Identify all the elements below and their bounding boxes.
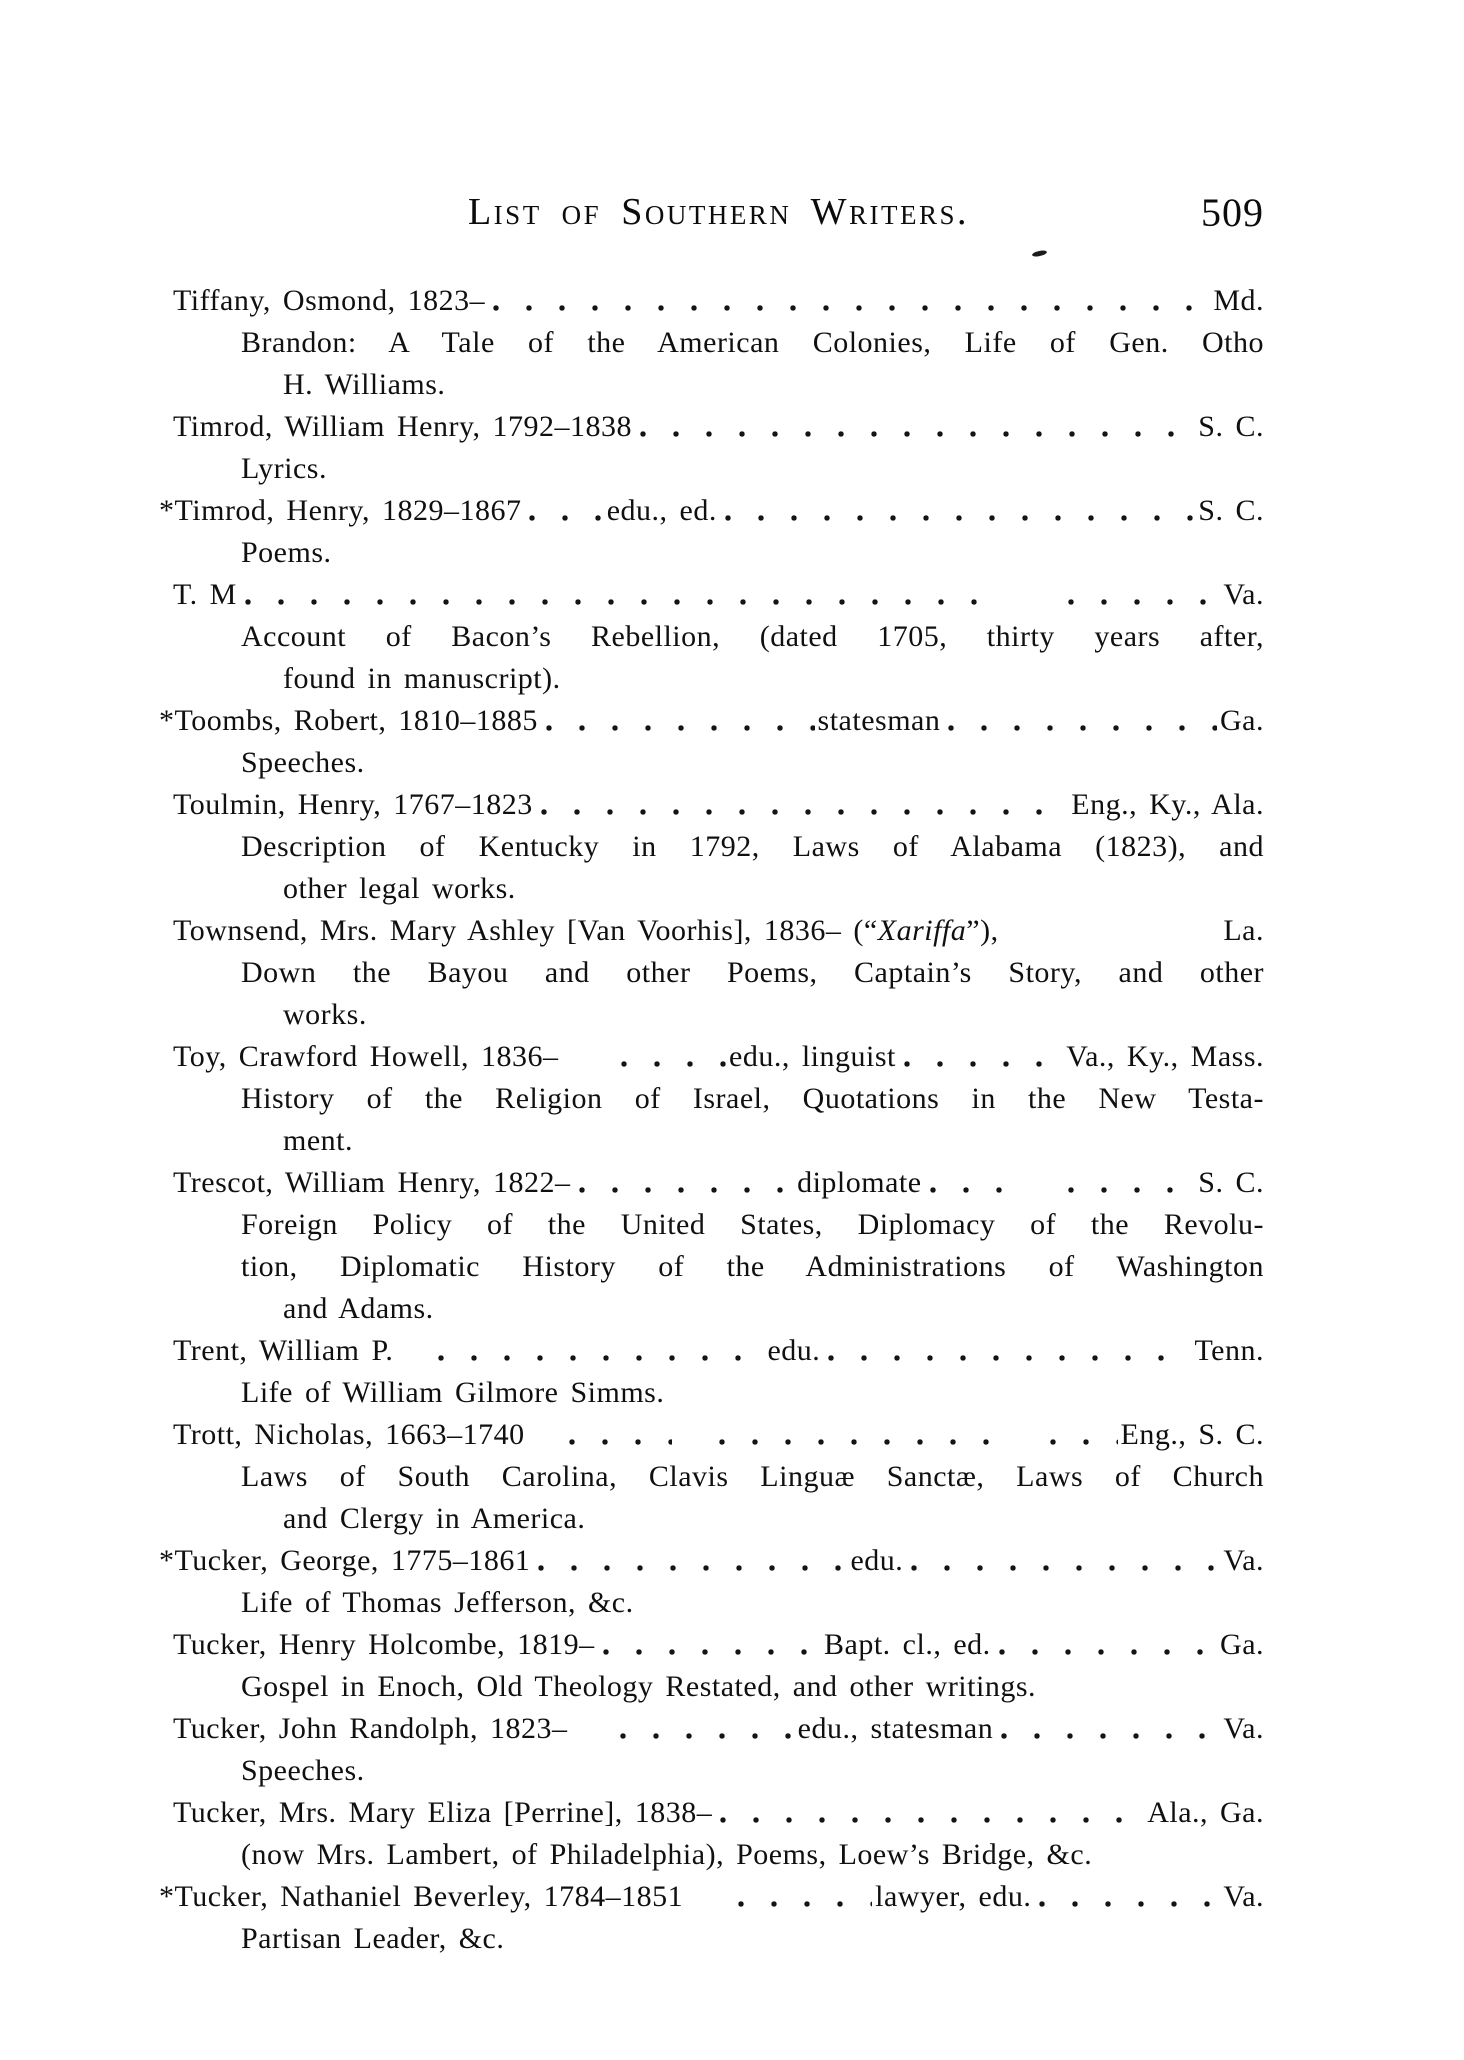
work-title-line: Lyrics. (241, 452, 327, 485)
dot-leader (714, 1414, 1003, 1456)
entry-place: Md. (1213, 284, 1264, 317)
entry-name: Trott, Nicholas, 1663–1740 (173, 1418, 525, 1451)
entry-line (173, 1036, 1264, 1078)
entry-place: Va., Ky., Mass. (1066, 1040, 1264, 1073)
entry-line (159, 490, 1264, 532)
entry-line (173, 1162, 1264, 1204)
work-title-line: Partisan Leader, &c. (241, 1922, 505, 1955)
entry-place: Va. (1223, 578, 1264, 611)
dot-leader (433, 1330, 764, 1372)
entry-name: Trent, William P. (173, 1334, 394, 1367)
dot-leader (1063, 574, 1220, 616)
entry-name: Townsend, Mrs. Mary Ashley [Van Voorhis], 1836– (“ (173, 914, 878, 947)
entry-place: Ala., Ga. (1147, 1796, 1264, 1829)
dot-leader (541, 700, 815, 742)
entry-name: *Tucker, Nathaniel Beverley, 1784–1851 (159, 1880, 684, 1913)
entry-place: Va. (1223, 1544, 1265, 1577)
entry-line (173, 1624, 1264, 1666)
dot-leader (574, 1162, 795, 1204)
entry-occupation: edu. (767, 1334, 821, 1367)
work-title-line: Gospel in Enoch, Old Theology Restated, and other writings. (241, 1670, 1036, 1703)
entry-line (173, 1708, 1264, 1750)
entry-occupation: statesman (817, 704, 941, 737)
entry-place: S. C. (1198, 410, 1264, 443)
entry-name: Toy, Crawford Howell, 1836– (173, 1040, 559, 1073)
entry-name: Tucker, John Randolph, 1823– (173, 1712, 568, 1745)
entry-place: Eng., S. C. (1120, 1418, 1265, 1451)
dot-leader (533, 1540, 847, 1582)
entry-place: La. (1223, 914, 1264, 947)
entry-place: S. C. (1198, 1166, 1264, 1199)
entry-occupation: edu., ed. (606, 494, 717, 527)
entry-line (173, 1792, 1264, 1834)
dot-leader (598, 1624, 821, 1666)
entry-name: *Tucker, George, 1775–1861 (159, 1544, 531, 1577)
entry-line (173, 784, 1264, 826)
entry-place: Ga. (1220, 1628, 1265, 1661)
work-title-line: and Clergy in America. (283, 1502, 586, 1535)
dot-leader (240, 574, 995, 616)
work-title-line: tion, Diplomatic History of the Administrations of Washington (241, 1250, 1264, 1283)
entry-place: Va. (1223, 1880, 1265, 1913)
dot-leader (1034, 1876, 1220, 1918)
work-title-line: Poems. (241, 536, 332, 569)
dot-leader (524, 490, 603, 532)
entry-place: Eng., Ky., Ala. (1071, 788, 1264, 821)
work-title-line: Description of Kentucky in 1792, Laws of Alabama (1823), and (241, 830, 1264, 863)
work-title-line: and Adams. (283, 1292, 434, 1325)
work-title-line: Life of Thomas Jefferson, &c. (241, 1586, 634, 1619)
entry-place: Va. (1223, 1712, 1264, 1745)
dot-leader (899, 1036, 1063, 1078)
entry-line (173, 1330, 1264, 1372)
entry-occupation: edu., linguist (729, 1040, 896, 1073)
dot-leader (906, 1540, 1220, 1582)
dot-leader (994, 1624, 1217, 1666)
entry-list (159, 280, 1265, 1960)
entry-place: Ga. (1220, 704, 1264, 737)
dot-leader (564, 1414, 672, 1456)
entry-line (159, 700, 1264, 742)
entry-name: Tucker, Henry Holcombe, 1819– (173, 1628, 595, 1661)
entry-name: Tucker, Mrs. Mary Eliza [Perrine], 1838– (173, 1796, 713, 1829)
entry-name: T. M (173, 578, 237, 611)
dot-leader (616, 1036, 726, 1078)
work-title-line: H. Williams. (283, 368, 446, 401)
entry-line (173, 1414, 1264, 1456)
entry-line (173, 910, 1264, 952)
page-title: List of Southern Writers. (467, 191, 970, 233)
dot-leader (715, 1792, 1144, 1834)
entry-occupation: Bapt. cl., ed. (824, 1628, 991, 1661)
entry-place: Tenn. (1194, 1334, 1264, 1367)
entry-line (173, 280, 1264, 322)
work-title-line: Foreign Policy of the United States, Diplomacy of the Revolu- (241, 1208, 1264, 1241)
work-title-line: Speeches. (241, 746, 365, 779)
work-title-line: Speeches. (241, 1754, 365, 1787)
dot-leader (720, 490, 1195, 532)
work-title-line: found in manuscript). (283, 662, 561, 695)
ink-speck-artifact (1032, 249, 1048, 257)
entry-name: Toulmin, Henry, 1767–1823 (173, 788, 533, 821)
running-head (173, 188, 1264, 236)
dot-leader (1045, 1414, 1117, 1456)
work-title-line: Laws of South Carolina, Clavis Linguæ Sanctæ, Laws of Church (241, 1460, 1264, 1493)
work-title-line: Account of Bacon’s Rebellion, (dated 1705, thirty years after, (241, 620, 1264, 653)
entry-line (173, 406, 1264, 448)
entry-occupation: ”), (966, 914, 999, 947)
entry-line (159, 1876, 1265, 1918)
entry-occupation: edu., statesman (797, 1712, 994, 1745)
work-title-line: Down the Bayou and other Poems, Captain’s Story, and other (241, 956, 1264, 989)
dot-leader (488, 280, 1210, 322)
dot-leader (615, 1708, 794, 1750)
dot-leader (1063, 1162, 1195, 1204)
dot-leader (943, 700, 1217, 742)
work-title-line: other legal works. (283, 872, 516, 905)
work-title-line: Brandon: A Tale of the American Colonies, Life of Gen. Otho (241, 326, 1264, 359)
dot-leader (925, 1162, 1013, 1204)
entry-name: Timrod, William Henry, 1792–1838 (173, 410, 633, 443)
work-title-line: History of the Religion of Israel, Quotations in the New Testa- (241, 1082, 1264, 1115)
work-title-line: works. (283, 998, 367, 1031)
entry-line (173, 574, 1264, 616)
dot-leader (733, 1876, 872, 1918)
dot-leader (536, 784, 1069, 826)
dot-leader (996, 1708, 1220, 1750)
entry-occupation: diplomate (797, 1166, 922, 1199)
entry-name-italic: Xariffa (877, 914, 967, 947)
entry-place: S. C. (1198, 494, 1264, 527)
entry-name: Tiffany, Osmond, 1823– (173, 284, 486, 317)
work-title-line: (now Mrs. Lambert, of Philadelphia), Poems, Loew’s Bridge, &c. (241, 1838, 1093, 1871)
entry-line (159, 1540, 1265, 1582)
dot-leader (823, 1330, 1191, 1372)
entry-occupation: lawyer, edu. (875, 1880, 1032, 1913)
entry-occupation: edu. (850, 1544, 904, 1577)
entry-name: Trescot, William Henry, 1822– (173, 1166, 571, 1199)
entry-name: *Timrod, Henry, 1829–1867 (159, 494, 522, 527)
work-title-line: ment. (283, 1124, 353, 1157)
work-title-line: Life of William Gilmore Simms. (241, 1376, 665, 1409)
entry-name: *Toombs, Robert, 1810–1885 (159, 704, 538, 737)
page-number: 509 (1201, 190, 1264, 235)
dot-leader (635, 406, 1195, 448)
